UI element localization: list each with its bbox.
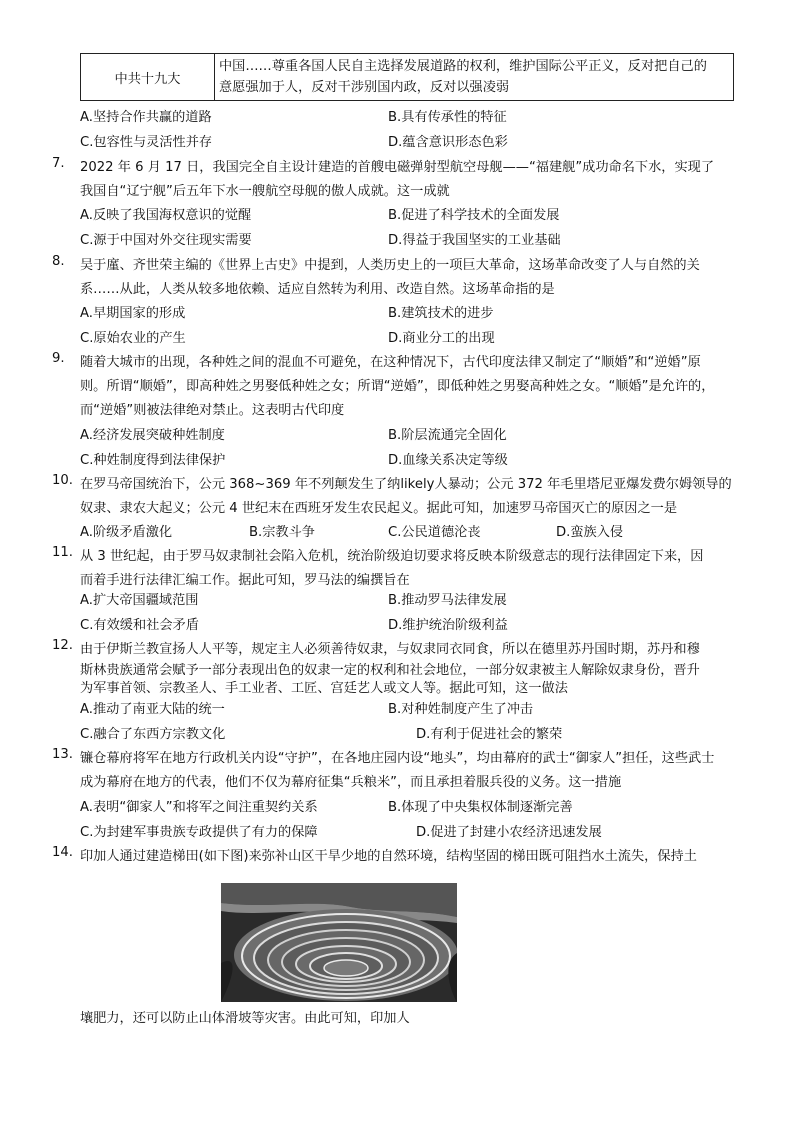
q12-option-d[interactable]: D.有利于促进社会的繁荣 xyxy=(416,727,563,742)
q8-option-a[interactable]: A.早期国家的形成 xyxy=(80,306,186,321)
q11-option-c[interactable]: C.有效缓和社会矛盾 xyxy=(80,618,199,633)
q7-option-b[interactable]: B.促进了科学技术的全面发展 xyxy=(388,208,560,223)
q12-stem-3: 为军事首领、宗教圣人、手工业者、工匠、宫廷艺人或文人等。据此可知，这一做法 xyxy=(80,681,568,696)
q10-option-b[interactable]: B.宗教斗争 xyxy=(249,525,315,540)
q13-option-d[interactable]: D.促进了封建小农经济迅速发展 xyxy=(416,825,602,840)
q6-option-c[interactable]: C.包容性与灵活性并存 xyxy=(80,135,213,150)
q13-stem-2: 成为幕府在地方的代表，他们不仅为幕府征集“兵粮米”，而且承担着服兵役的义务。这一措施 xyxy=(80,775,622,790)
q11-option-d[interactable]: D.维护统治阶级利益 xyxy=(388,618,508,633)
q14-number: 14. xyxy=(52,845,73,860)
q13-stem-1: 镰仓幕府将军在地方行政机关内设“守护”，在各地庄园内设“地头”，均由幕府的武士“御家人”担任，这些武士 xyxy=(80,751,715,766)
q11-stem-2: 而着手进行法律汇编工作。据此可知，罗马法的编撰旨在 xyxy=(80,573,410,588)
q8-stem-1: 吴于廑、齐世荣主编的《世界上古史》中提到，人类历史上的一项巨大革命，这场革命改变了人与自然的关 xyxy=(80,258,700,273)
q8-stem-2: 系……从此，人类从较多地依赖、适应自然转为利用、改造自然。这场革命指的是 xyxy=(80,282,555,297)
q13-number: 13. xyxy=(52,747,73,762)
q10-option-d[interactable]: D.蛮族入侵 xyxy=(556,525,624,540)
q12-number: 12. xyxy=(52,638,73,653)
q10-number: 10. xyxy=(52,473,73,488)
q11-option-a[interactable]: A.扩大帝国疆域范围 xyxy=(80,593,199,608)
q7-option-d[interactable]: D.得益于我国坚实的工业基础 xyxy=(388,233,561,248)
q9-number: 9. xyxy=(52,351,65,366)
q9-option-c[interactable]: C.种姓制度得到法律保护 xyxy=(80,453,226,468)
q8-option-c[interactable]: C.原始农业的产生 xyxy=(80,331,186,346)
q7-option-c[interactable]: C.源于中国对外交往现实需要 xyxy=(80,233,252,248)
q10-stem-1: 在罗马帝国统治下，公元 368~369 年不列颠发生了纳likely人暴动；公元 372 年毛里塔尼亚爆发费尔姆领导的 xyxy=(80,477,732,492)
q6-option-a[interactable]: A.坚持合作共赢的道路 xyxy=(80,110,212,125)
table-content-line2: 意愿强加于人，反对干涉别国内政，反对以强凌弱 xyxy=(219,80,510,95)
q13-option-a[interactable]: A.表明“御家人”和将军之间注重契约关系 xyxy=(80,800,318,815)
material-table xyxy=(80,53,734,101)
q8-option-b[interactable]: B.建筑技术的进步 xyxy=(388,306,494,321)
q6-option-d[interactable]: D.蕴含意识形态色彩 xyxy=(388,135,508,150)
q12-option-a[interactable]: A.推动了南亚大陆的统一 xyxy=(80,702,225,717)
q10-option-c[interactable]: C.公民道德沦丧 xyxy=(388,525,481,540)
q9-stem-2: 则。所谓“顺婚”，即高种姓之男娶低种姓之女；所谓“逆婚”，即低种姓之男娶高种姓之女。“顺婚”是允许的， xyxy=(80,379,715,394)
q10-option-a[interactable]: A.阶级矛盾激化 xyxy=(80,525,173,540)
q13-option-c[interactable]: C.为封建军事贵族专政提供了有力的保障 xyxy=(80,825,318,840)
q9-option-b[interactable]: B.阶层流通完全固化 xyxy=(388,428,507,443)
q12-option-b[interactable]: B.对种姓制度产生了冲击 xyxy=(388,702,534,717)
q8-option-d[interactable]: D.商业分工的出现 xyxy=(388,331,495,346)
q10-stem-2: 奴隶、隶农大起义；公元 4 世纪末在西班牙发生农民起义。据此可知，加速罗马帝国灭亡的原因之一是 xyxy=(80,501,678,516)
q8-number: 8. xyxy=(52,254,65,269)
q14-stem-2: 壤肥力，还可以防止山体滑坡等灾害。由此可知，印加人 xyxy=(80,1011,410,1026)
q11-number: 11. xyxy=(52,545,73,560)
q12-stem-1: 由于伊斯兰教宣扬人人平等，规定主人必须善待奴隶，与奴隶同衣同食，所以在德里苏丹国时期，苏丹和穆 xyxy=(80,642,700,657)
terrace-photo xyxy=(221,883,457,1002)
q7-number: 7. xyxy=(52,156,65,171)
q7-option-a[interactable]: A.反映了我国海权意识的觉醒 xyxy=(80,208,252,223)
q11-stem-1: 从 3 世纪起，由于罗马奴隶制社会陷入危机，统治阶级迫切要求将反映本阶级意志的现行法律固定下来，因 xyxy=(80,549,704,564)
q12-stem-2: 斯林贵族通常会赋予一部分表现出色的奴隶一定的权利和社会地位，一部分奴隶被主人解除奴隶身份，晋升 xyxy=(80,663,700,678)
q9-option-a[interactable]: A.经济发展突破种姓制度 xyxy=(80,428,225,443)
q9-stem-1: 随着大城市的出现，各种姓之间的混血不可避免，在这种情况下，古代印度法律又制定了“顺婚”和“逆婚”原 xyxy=(80,355,701,370)
q9-option-d[interactable]: D.血缘关系决定等级 xyxy=(388,453,508,468)
q12-option-c[interactable]: C.融合了东西方宗教文化 xyxy=(80,727,226,742)
table-label: 中共十九大 xyxy=(81,54,215,101)
terrace-illustration xyxy=(221,883,457,1002)
q6-option-b[interactable]: B.具有传承性的特征 xyxy=(388,110,507,125)
table-content xyxy=(215,54,734,101)
q11-option-b[interactable]: B.推动罗马法律发展 xyxy=(388,593,507,608)
q13-option-b[interactable]: B.体现了中央集权体制逐渐完善 xyxy=(388,800,573,815)
q14-stem-1: 印加人通过建造梯田(如下图)来弥补山区干旱少地的自然环境，结构坚固的梯田既可阻挡水土流失，保持土 xyxy=(80,849,697,864)
table-content-line1: 中国……尊重各国人民自主选择发展道路的权利，维护国际公平正义，反对把自己的 xyxy=(219,59,707,74)
q7-stem-1: 2022 年 6 月 17 日，我国完全自主设计建造的首艘电磁弹射型航空母舰——“福建舰”成功命名下水，实现了 xyxy=(80,160,715,175)
q9-stem-3: 而“逆婚”则被法律绝对禁止。这表明古代印度 xyxy=(80,403,345,418)
q7-stem-2: 我国自“辽宁舰”后五年下水一艘航空母舰的傲人成就。这一成就 xyxy=(80,184,450,199)
